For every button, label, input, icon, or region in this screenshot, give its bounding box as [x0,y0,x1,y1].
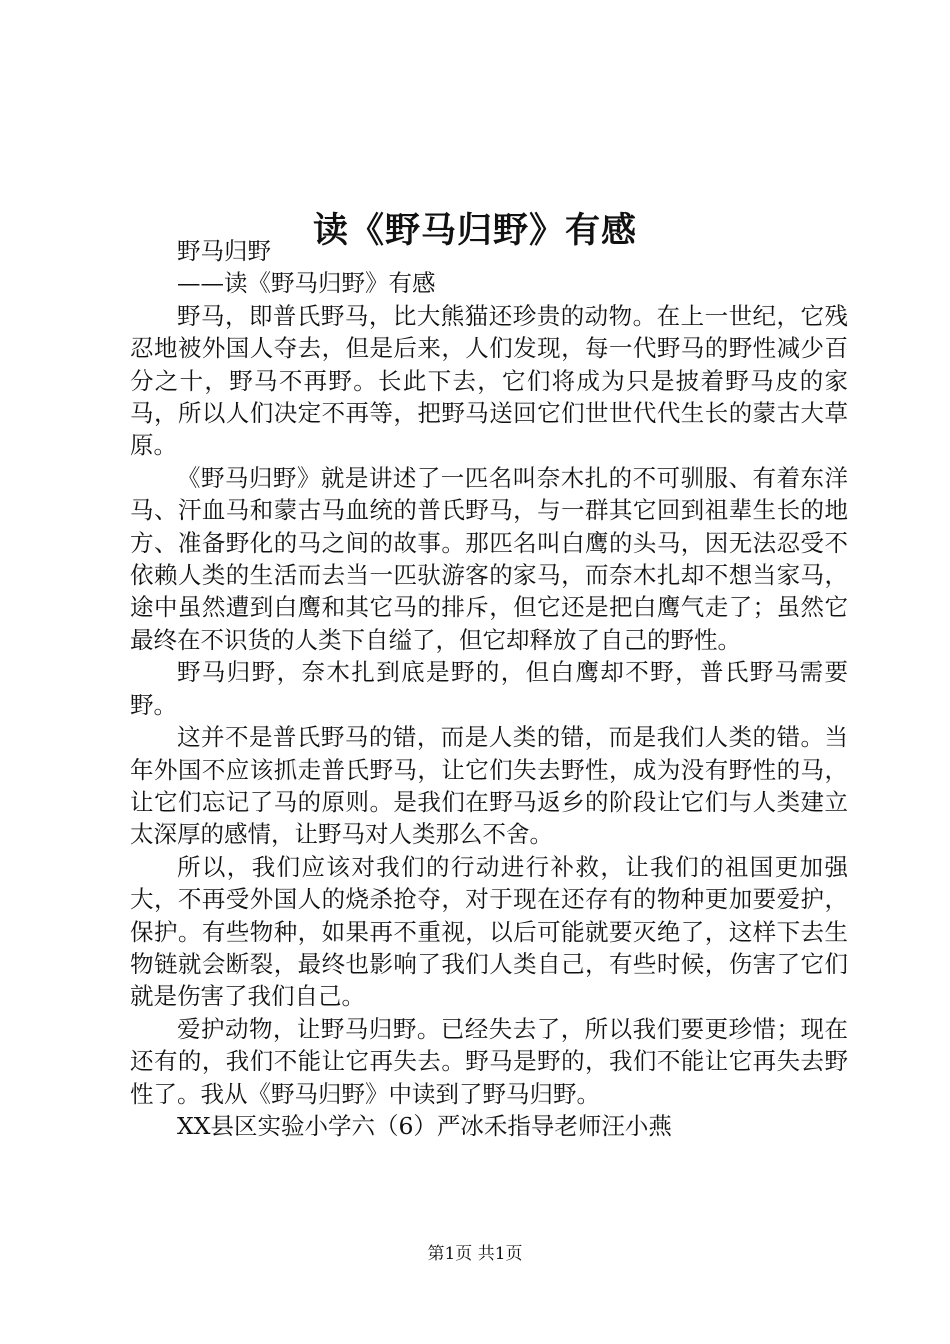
author-line: XX县区实验小学六（6）严冰禾指导老师汪小燕 [177,1111,672,1140]
paragraph-4: 这并不是普氏野马的错，而是人类的错，而是我们人类的错。当年外国不应该抓走普氏野马，让它们失去野性，成为没有野性的马，让它们忘记了马的原则。是我们在野马返乡的阶段让它们与人类建立太深厚的感情，让野马对人类那么不舍。 [130,723,848,849]
paragraph-6: 爱护动物，让野马归野。已经失去了，所以我们要更珍惜；现在还有的，我们不能让它再失去。野马是野的，我们不能让它再失去野性了。我从《野马归野》中读到了野马归野。 [130,1014,848,1108]
document-body [130,235,848,1142]
document-title: 读《野马归野》有感 [312,210,637,252]
page-footer: 第1页 共1页 [427,1244,523,1264]
paragraph-2: 《野马归野》就是讲述了一匹名叫奈木扎的不可驯服、有着东洋马、汗血马和蒙古马血统的普氏野马，与一群其它回到祖辈生长的地方、准备野化的马之间的故事。那匹名叫白鹰的头马，因无法忍受不依赖人类的生活而去当一匹驮游客的家马，而奈木扎却不想当家马，途中虽然遭到白鹰和其它马的排斥，但它还是把白鹰气走了；虽然它最终在不识货的人类下自缢了，但它却释放了自己的野性。 [130,463,848,654]
paragraph-3: 野马归野，奈木扎到底是野的，但白鹰却不野，普氏野马需要野。 [130,658,848,719]
paragraph-1: 野马，即普氏野马，比大熊猫还珍贵的动物。在上一世纪，它残忍地被外国人夺去，但是后来，人们发现，每一代野马的野性减少百分之十，野马不再野。长此下去，它们将成为只是披着野马皮的家马，所以人们决定不再等，把野马送回它们世世代代生长的蒙古大草原。 [130,301,848,460]
subtitle-line: 野马归野 [177,237,271,265]
paragraph-5: 所以，我们应该对我们的行动进行补救，让我们的祖国更加强大，不再受外国人的烧杀抢夺，对于现在还存有的物种更加要爱护，保护。有些物种，如果再不重视，以后可能就要灭绝了，这样下去生物链就会断裂，最终也影响了我们人类自己，有些时候，伤害了它们就是伤害了我们自己。 [130,852,848,1011]
subtitle-byline: ——读《野马归野》有感 [177,269,436,298]
